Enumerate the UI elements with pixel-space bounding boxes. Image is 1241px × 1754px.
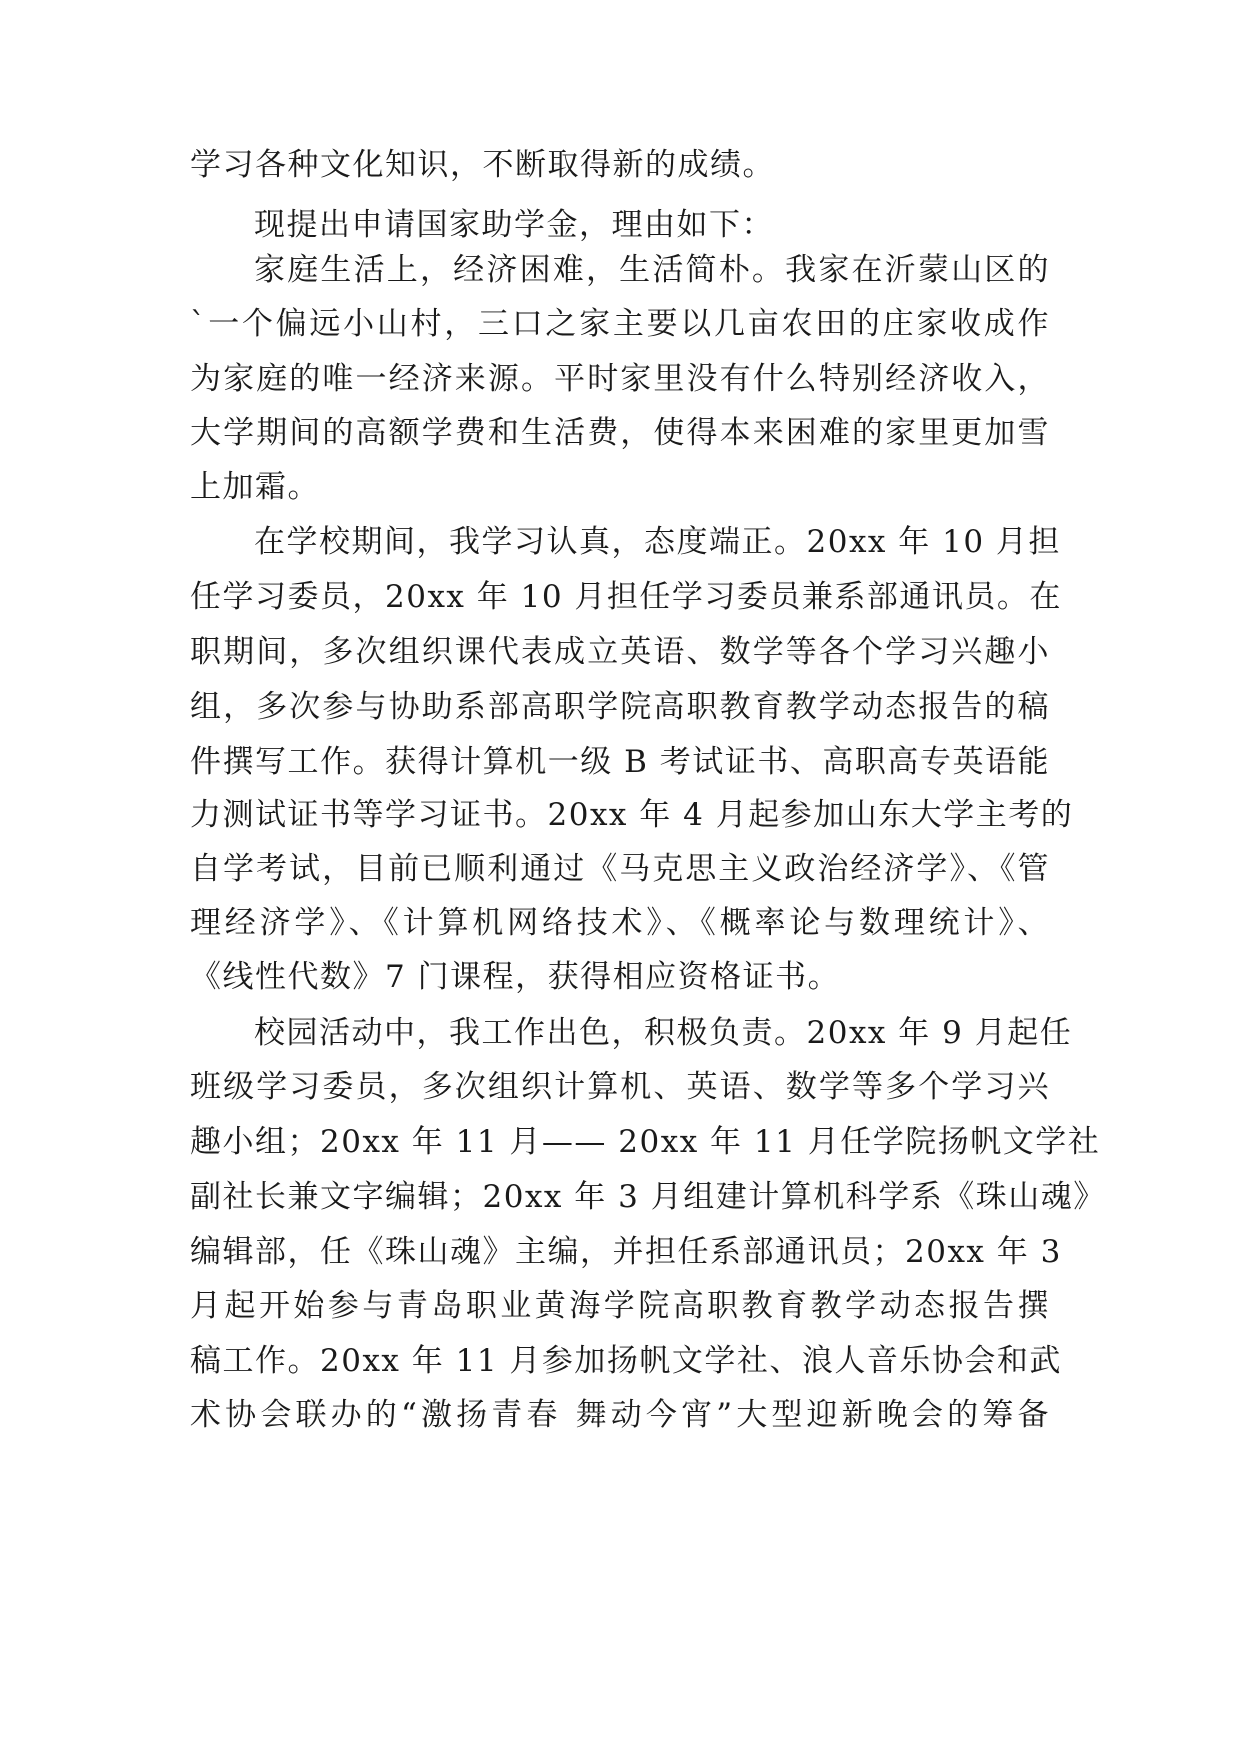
body-text-line: 自学考试，目前已顺利通过《马克思主义政治经济学》、《管 — [190, 851, 1050, 887]
body-text-line: `一个偏远小山村，三口之家主要以几亩农田的庄家收成作 — [190, 306, 1050, 342]
body-text-line: 力测试证书等学习证书。20xx 年 4 月起参加山东大学主考的 — [190, 797, 1074, 833]
body-text-line: 件撰写工作。获得计算机一级 B 考试证书、高职高专英语能 — [190, 744, 1050, 780]
body-text-line: 组，多次参与协助系部高职学院高职教育教学动态报告的稿 — [190, 689, 1050, 725]
body-text-line: 术协会联办的“激扬青春 舞动今宵”大型迎新晚会的筹备 — [190, 1397, 1050, 1433]
body-text-line: 大学期间的高额学费和生活费，使得本来困难的家里更加雪 — [190, 415, 1050, 451]
body-text-line: 为家庭的唯一经济来源。平时家里没有什么特别经济收入， — [190, 361, 1050, 397]
paragraph-first-line: 现提出申请国家助学金，理由如下： — [254, 207, 774, 243]
body-text-line: 理经济学》、《计算机网络技术》、《概率论与数理统计》、 — [190, 905, 1050, 941]
body-text-line: 学习各种文化知识，不断取得新的成绩。 — [190, 147, 775, 183]
body-text-line: 稿工作。20xx 年 11 月参加扬帆文学社、浪人音乐协会和武 — [190, 1343, 1062, 1379]
body-text-line: 《线性代数》7 门课程，获得相应资格证书。 — [190, 959, 841, 995]
body-text-line: 任学习委员，20xx 年 10 月担任学习委员兼系部通讯员。在 — [190, 579, 1062, 615]
paragraph-first-line: 在学校期间，我学习认真，态度端正。20xx 年 10 月担 — [254, 524, 1061, 560]
body-text-line: 副社长兼文字编辑；20xx 年 3 月组建计算机科学系《珠山魂》 — [190, 1179, 1106, 1215]
body-text-line: 趣小组；20xx 年 11 月—— 20xx 年 11 月任学院扬帆文学社 — [190, 1124, 1101, 1160]
paragraph-first-line: 家庭生活上，经济困难，生活简朴。我家在沂蒙山区的 — [254, 252, 1050, 288]
body-text-line: 职期间，多次组织课代表成立英语、数学等各个学习兴趣小 — [190, 634, 1050, 670]
body-text-line: 编辑部，任《珠山魂》主编，并担任系部通讯员；20xx 年 3 — [190, 1234, 1062, 1270]
body-text-line: 上加霜。 — [190, 469, 320, 505]
body-text-line: 月起开始参与青岛职业黄海学院高职教育教学动态报告撰 — [190, 1288, 1050, 1324]
paragraph-first-line: 校园活动中，我工作出色，积极负责。20xx 年 9 月起任 — [254, 1015, 1073, 1051]
body-text-line: 班级学习委员，多次组织计算机、英语、数学等多个学习兴 — [190, 1069, 1050, 1105]
